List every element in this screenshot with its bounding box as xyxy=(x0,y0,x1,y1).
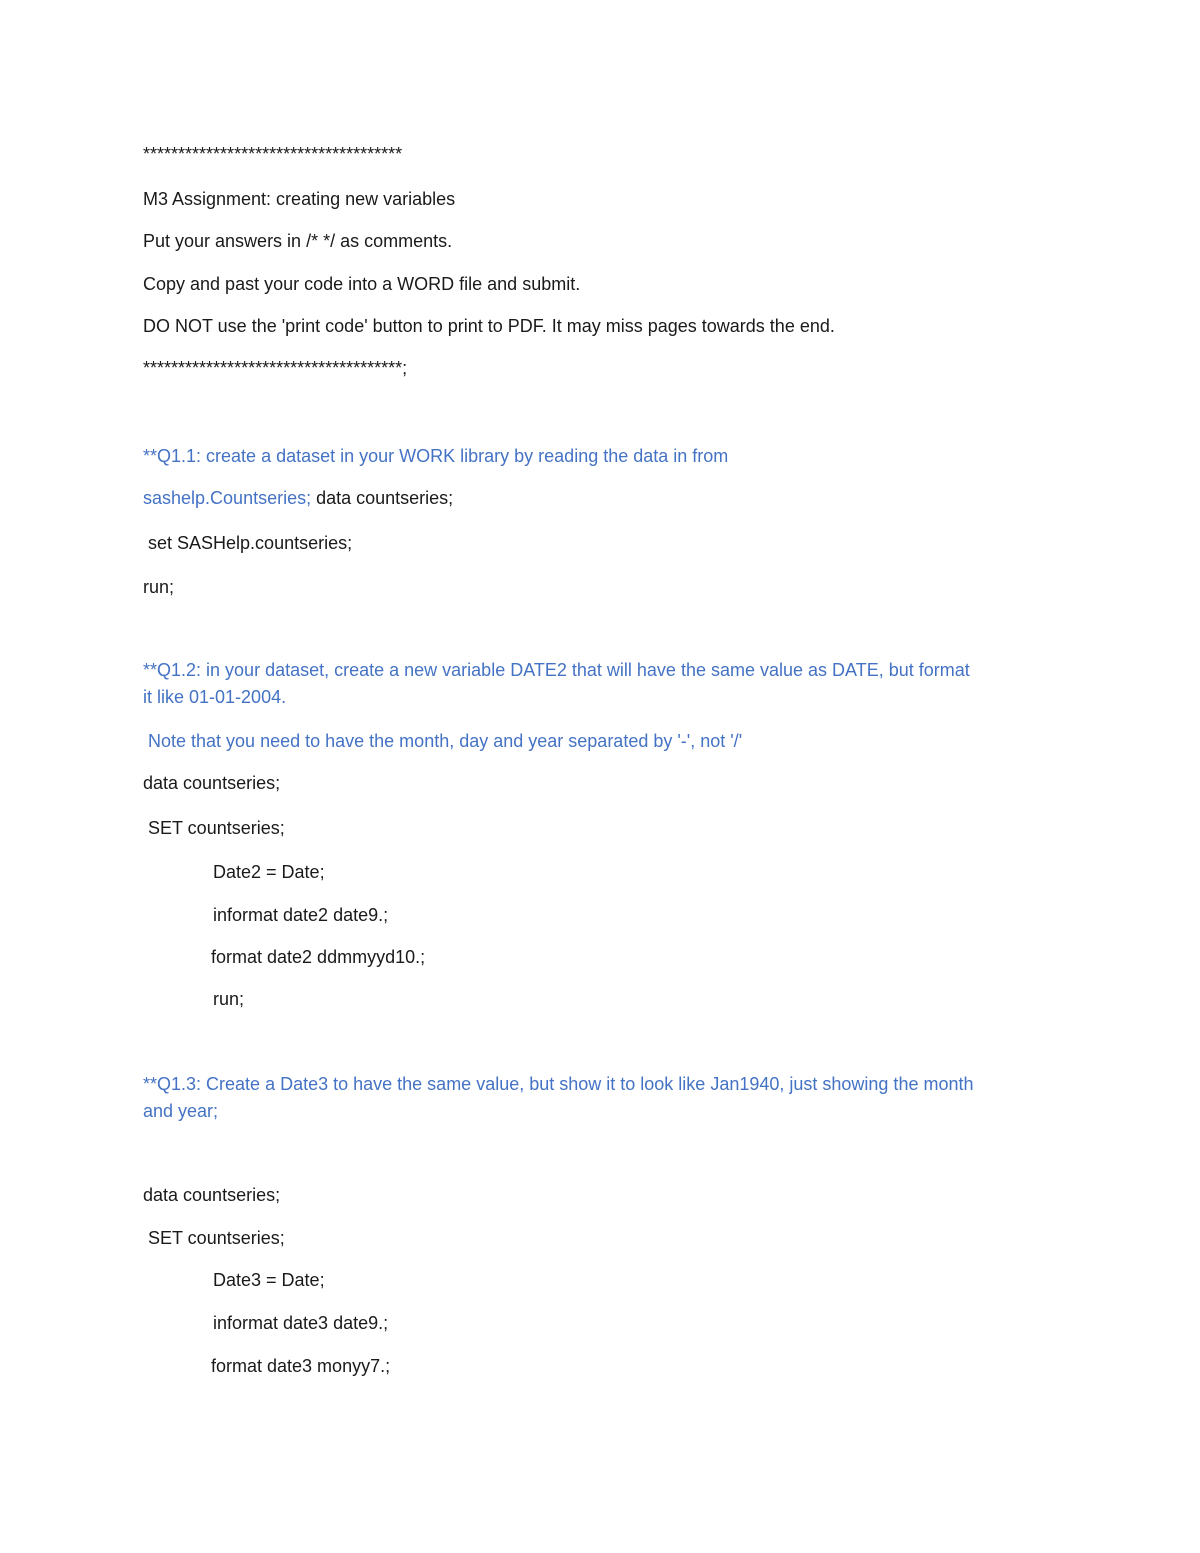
q1-2-code-assign: Date2 = Date; xyxy=(213,862,325,882)
instruction-submit: Copy and past your code into a WORD file and submit. xyxy=(143,274,581,294)
q1-1-dataset-name: sashelp.Countseries; xyxy=(143,488,312,508)
assignment-title: M3 Assignment: creating new variables xyxy=(143,189,456,209)
q1-3-code-data: data countseries; xyxy=(143,1185,281,1205)
q1-2-code-data: data countseries; xyxy=(143,773,281,793)
q1-3-prompt-line2: and year; xyxy=(143,1101,219,1121)
q1-1-prompt: **Q1.1: create a dataset in your WORK library by reading the data in from xyxy=(143,446,729,466)
q1-2-code-set: SET countseries; xyxy=(143,818,285,838)
q1-1-prompt-line2 xyxy=(143,486,453,510)
q1-3-code-set: SET countseries; xyxy=(143,1228,285,1248)
q1-3-code-informat: informat date3 date9.; xyxy=(213,1313,389,1333)
q1-2-prompt: **Q1.2: in your dataset, create a new variable DATE2 that will have the same value as DATE, but format xyxy=(143,660,970,680)
q1-2-code-format: format date2 ddmmyyd10.; xyxy=(211,947,426,967)
comment-stars-bottom: *************************************; xyxy=(143,358,408,378)
comment-stars-top: ************************************* xyxy=(143,144,403,164)
q1-1-code-data: data countseries; xyxy=(311,488,454,508)
q1-1-code-run: run; xyxy=(143,577,175,597)
q1-2-code-informat: informat date2 date9.; xyxy=(213,905,389,925)
q1-3-prompt: **Q1.3: Create a Date3 to have the same value, but show it to look like Jan1940, just showing the month xyxy=(143,1074,974,1094)
q1-3-code-assign: Date3 = Date; xyxy=(213,1270,325,1290)
instruction-comments: Put your answers in /* */ as comments. xyxy=(143,231,453,251)
q1-1-code-set: set SASHelp.countseries; xyxy=(143,533,353,553)
q1-3-code-format: format date3 monyy7.; xyxy=(211,1356,391,1376)
q1-2-code-run: run; xyxy=(213,989,245,1009)
q1-2-note: Note that you need to have the month, day and year separated by '-', not '/' xyxy=(143,731,743,751)
instruction-print-warning: DO NOT use the 'print code' button to print to PDF. It may miss pages towards the end. xyxy=(143,316,835,336)
q1-2-prompt-line2: it like 01-01-2004. xyxy=(143,687,287,707)
